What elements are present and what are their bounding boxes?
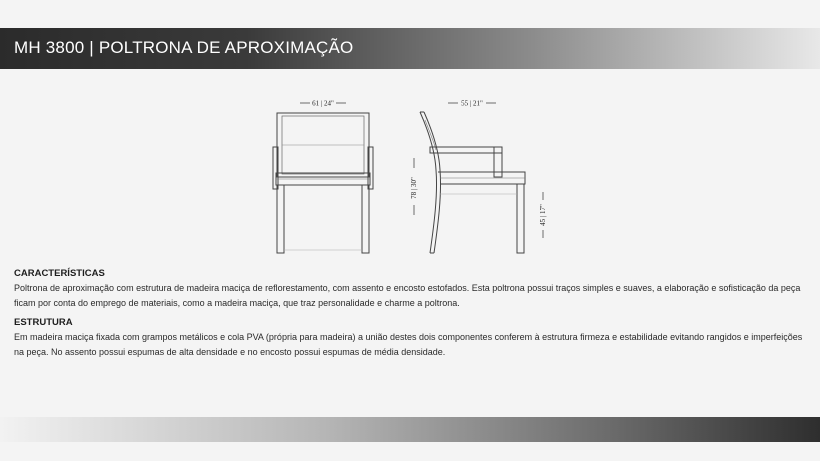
section-text-estrutura: Em madeira maciça fixada com grampos metálicos e cola PVA (própria para madeira) a união destes dois componentes conferem à estrutura firmeza e estabilidade evitando rangidos e imperfeições na peça. No assento possui espumas de alta densidade e no encosto possui espumas de média densidade. — [14, 332, 803, 357]
section-heading-estrutura: ESTRUTURA — [14, 317, 73, 328]
total-height-label: 78 | 30" — [410, 177, 418, 199]
section-heading-caracteristicas: CARACTERÍSTICAS — [14, 268, 105, 279]
front-width-label: 61 | 24" — [312, 99, 334, 108]
page-title: MH 3800 | POLTRONA DE APROXIMAÇÃO — [14, 38, 354, 57]
seat-height-dimension — [539, 192, 547, 238]
description-block — [14, 267, 804, 365]
front-width-dimension — [300, 100, 346, 108]
section-text-caracteristicas: Poltrona de aproximação com estrutura de madeira maciça de reflorestamento, com assento e encosto estofados. Esta poltrona possui traços simples e suaves, a elaboração e sofisticação da peça ficam por conta do emprego de materiais, como a madeira maciça, que traz personalidade e charme a poltrona. — [14, 283, 801, 308]
chair-technical-drawing — [0, 90, 820, 260]
side-depth-dimension — [448, 100, 496, 108]
seat-height-label: 45 | 17" — [539, 204, 547, 226]
total-height-dimension — [410, 158, 418, 215]
footer-bar — [0, 417, 820, 442]
side-depth-label: 55 | 21" — [461, 99, 483, 108]
side-view-drawing — [420, 112, 525, 253]
header-bar — [0, 28, 820, 69]
front-view-drawing — [273, 113, 373, 253]
